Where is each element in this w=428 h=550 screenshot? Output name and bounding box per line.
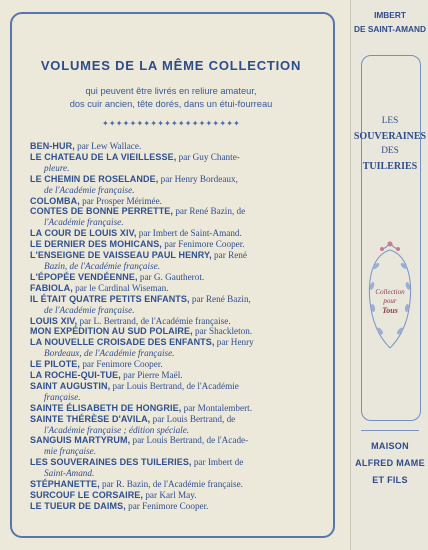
book-title: SAINT AUGUSTIN,	[30, 380, 111, 391]
list-item	[30, 403, 326, 414]
book-author: par Prosper Mérimée.	[79, 195, 162, 206]
collection-label-line: Tous	[382, 306, 398, 315]
book-author: par le Cardinal Wiseman.	[72, 282, 169, 293]
list-item	[30, 174, 326, 185]
book-author: par L. Bertrand, de l'Académie française.	[77, 315, 231, 326]
book-title: SANGUIS MARTYRUM,	[30, 435, 131, 446]
list-item-continuation: de l'Académie française.	[44, 304, 135, 315]
list-item	[30, 414, 326, 425]
list-item	[30, 370, 326, 381]
list-item	[30, 337, 326, 348]
list-item	[30, 359, 326, 370]
book-author: par Imbert de Saint-Amand.	[136, 228, 242, 239]
book-title: FABIOLA,	[30, 282, 73, 293]
book-title: LE DERNIER DES MOHICANS,	[30, 239, 162, 250]
book-author: par Henry Bordeaux,	[158, 173, 238, 184]
book-title: MON EXPÉDITION AU SUD POLAIRE,	[30, 326, 193, 337]
collection-label-line: pour	[383, 297, 397, 305]
book-author: par René Bazin,	[189, 293, 251, 304]
book-list	[30, 141, 326, 512]
list-item	[30, 316, 326, 327]
list-item-continuation: mie française.	[44, 446, 97, 457]
spine-title-line: TUILERIES	[362, 161, 418, 172]
spine-title	[351, 114, 428, 174]
book-title: LA NOUVELLE CROISADE DES ENFANTS,	[30, 337, 215, 348]
list-item	[30, 272, 326, 283]
list-item	[30, 250, 326, 261]
book-title: IL ÉTAIT QUATRE PETITS ENFANTS,	[30, 293, 190, 304]
list-item	[30, 239, 326, 250]
spine	[350, 0, 428, 550]
book-author: par René	[211, 250, 247, 261]
spine-title-line: LES	[381, 116, 399, 126]
list-item-continuation: Saint-Amand.	[44, 468, 95, 479]
book-author: par Shackleton.	[192, 326, 253, 337]
book-title: LE CHEMIN DE ROSELANDE,	[30, 173, 159, 184]
list-item	[30, 228, 326, 239]
book-title: SURCOUF LE CORSAIRE,	[30, 490, 144, 500]
book-title: L'ENSEIGNE DE VAISSEAU PAUL HENRY,	[30, 250, 212, 261]
book-author: par Karl May.	[143, 490, 197, 500]
list-item-continuation: Bordeaux, de l'Académie française.	[44, 348, 175, 359]
book-author: par Imbert de	[191, 457, 244, 468]
list-item	[30, 294, 326, 305]
catalog-subtitle	[26, 85, 316, 111]
spine-author-line: DE SAINT-AMAND	[354, 24, 426, 34]
book-author: par Louis Bertrand, de l'Académie	[110, 380, 239, 391]
list-item	[30, 196, 326, 207]
list-item	[30, 152, 326, 163]
subtitle-line: qui peuvent être livrés en reliure amateur,	[85, 86, 257, 96]
book-author: par Guy Chante-	[176, 151, 240, 162]
book-title: LE CHATEAU DE LA VIEILLESSE,	[30, 151, 177, 162]
book-author: par Lew Wallace.	[74, 141, 142, 151]
spine-author-line: IMBERT	[374, 10, 406, 20]
spine-title-line: DES	[381, 146, 399, 156]
list-item	[30, 457, 326, 468]
book-title: LES SOUVERAINES DES TUILERIES,	[30, 457, 192, 468]
book-title: COLOMBA,	[30, 195, 80, 206]
list-item	[30, 141, 326, 152]
book-author: par Louis Bertrand, de	[150, 413, 236, 424]
book-title: L'ÉPOPÉE VENDÉENNE,	[30, 271, 138, 282]
star-separator: ✦✦✦✦✦✦✦✦✦✦✦✦✦✦✦✦✦✦✦✦	[101, 119, 241, 128]
list-item-continuation: pleure.	[44, 162, 70, 173]
book-author: par Fenimore Cooper.	[125, 500, 209, 511]
book-author: par Pierre Maël.	[120, 370, 183, 381]
spine-publisher-line: ALFRED MAME	[355, 458, 425, 468]
book-title: SAINTE THÉRÈSE D'AVILA,	[30, 413, 151, 424]
page-title: VOLUMES DE LA MÊME COLLECTION	[40, 58, 302, 73]
list-item-continuation: Bazin, de l'Académie française.	[44, 260, 161, 271]
list-item	[30, 326, 326, 337]
list-item	[30, 206, 326, 217]
book-author: par Fenimore Cooper.	[80, 359, 163, 370]
list-item	[30, 490, 326, 501]
spine-author	[351, 8, 428, 36]
book-title: CONTES DE BONNE PERRETTE,	[30, 206, 174, 217]
book-title: LE TUEUR DE DAIMS,	[30, 500, 126, 511]
book-title: BEN-HUR,	[30, 141, 75, 151]
list-item-continuation: l'Académie française ; édition spéciale.	[44, 424, 190, 435]
spine-divider	[361, 430, 419, 431]
subtitle-line: dos cuir ancien, tête dorés, dans un étui-fourreau	[69, 99, 273, 109]
book-title: LOUIS XIV,	[30, 315, 78, 326]
list-item	[30, 381, 326, 392]
spine-publisher	[351, 438, 428, 489]
book-title: LA COUR DE LOUIS XIV,	[30, 228, 137, 239]
book-author: par G. Gautherot.	[137, 271, 205, 282]
list-item	[30, 479, 326, 490]
book-author: par Henry	[214, 337, 254, 348]
book-title: SAINTE ÉLISABETH DE HONGRIE,	[30, 402, 182, 413]
spine-title-line: SOUVERAINES	[353, 131, 427, 142]
book-author: par René Bazin, de	[173, 206, 246, 217]
list-item	[30, 435, 326, 446]
book-author: par R. Bazin, de l'Académie française.	[99, 479, 243, 490]
book-author: par Montalembert.	[181, 402, 252, 413]
list-item-continuation: de l'Académie française.	[44, 184, 135, 195]
book-author: par Fenimore Cooper.	[161, 239, 245, 250]
list-item	[30, 283, 326, 294]
book-title: LA ROCHE-QUI-TUE,	[30, 370, 121, 381]
book-title: STÉPHANETTE,	[30, 479, 100, 490]
book-author: par Louis Bertrand, de l'Acade-	[130, 435, 249, 446]
list-item	[30, 501, 326, 512]
book-title: LE PILOTE,	[30, 359, 81, 370]
spine-publisher-line: ET FILS	[372, 475, 408, 485]
spine-publisher-line: MAISON	[371, 441, 409, 451]
list-item-continuation: française.	[44, 391, 81, 402]
list-item-continuation: l'Académie française.	[44, 217, 124, 228]
collection-label-line: Collection	[375, 288, 405, 296]
collection-label	[369, 288, 411, 315]
